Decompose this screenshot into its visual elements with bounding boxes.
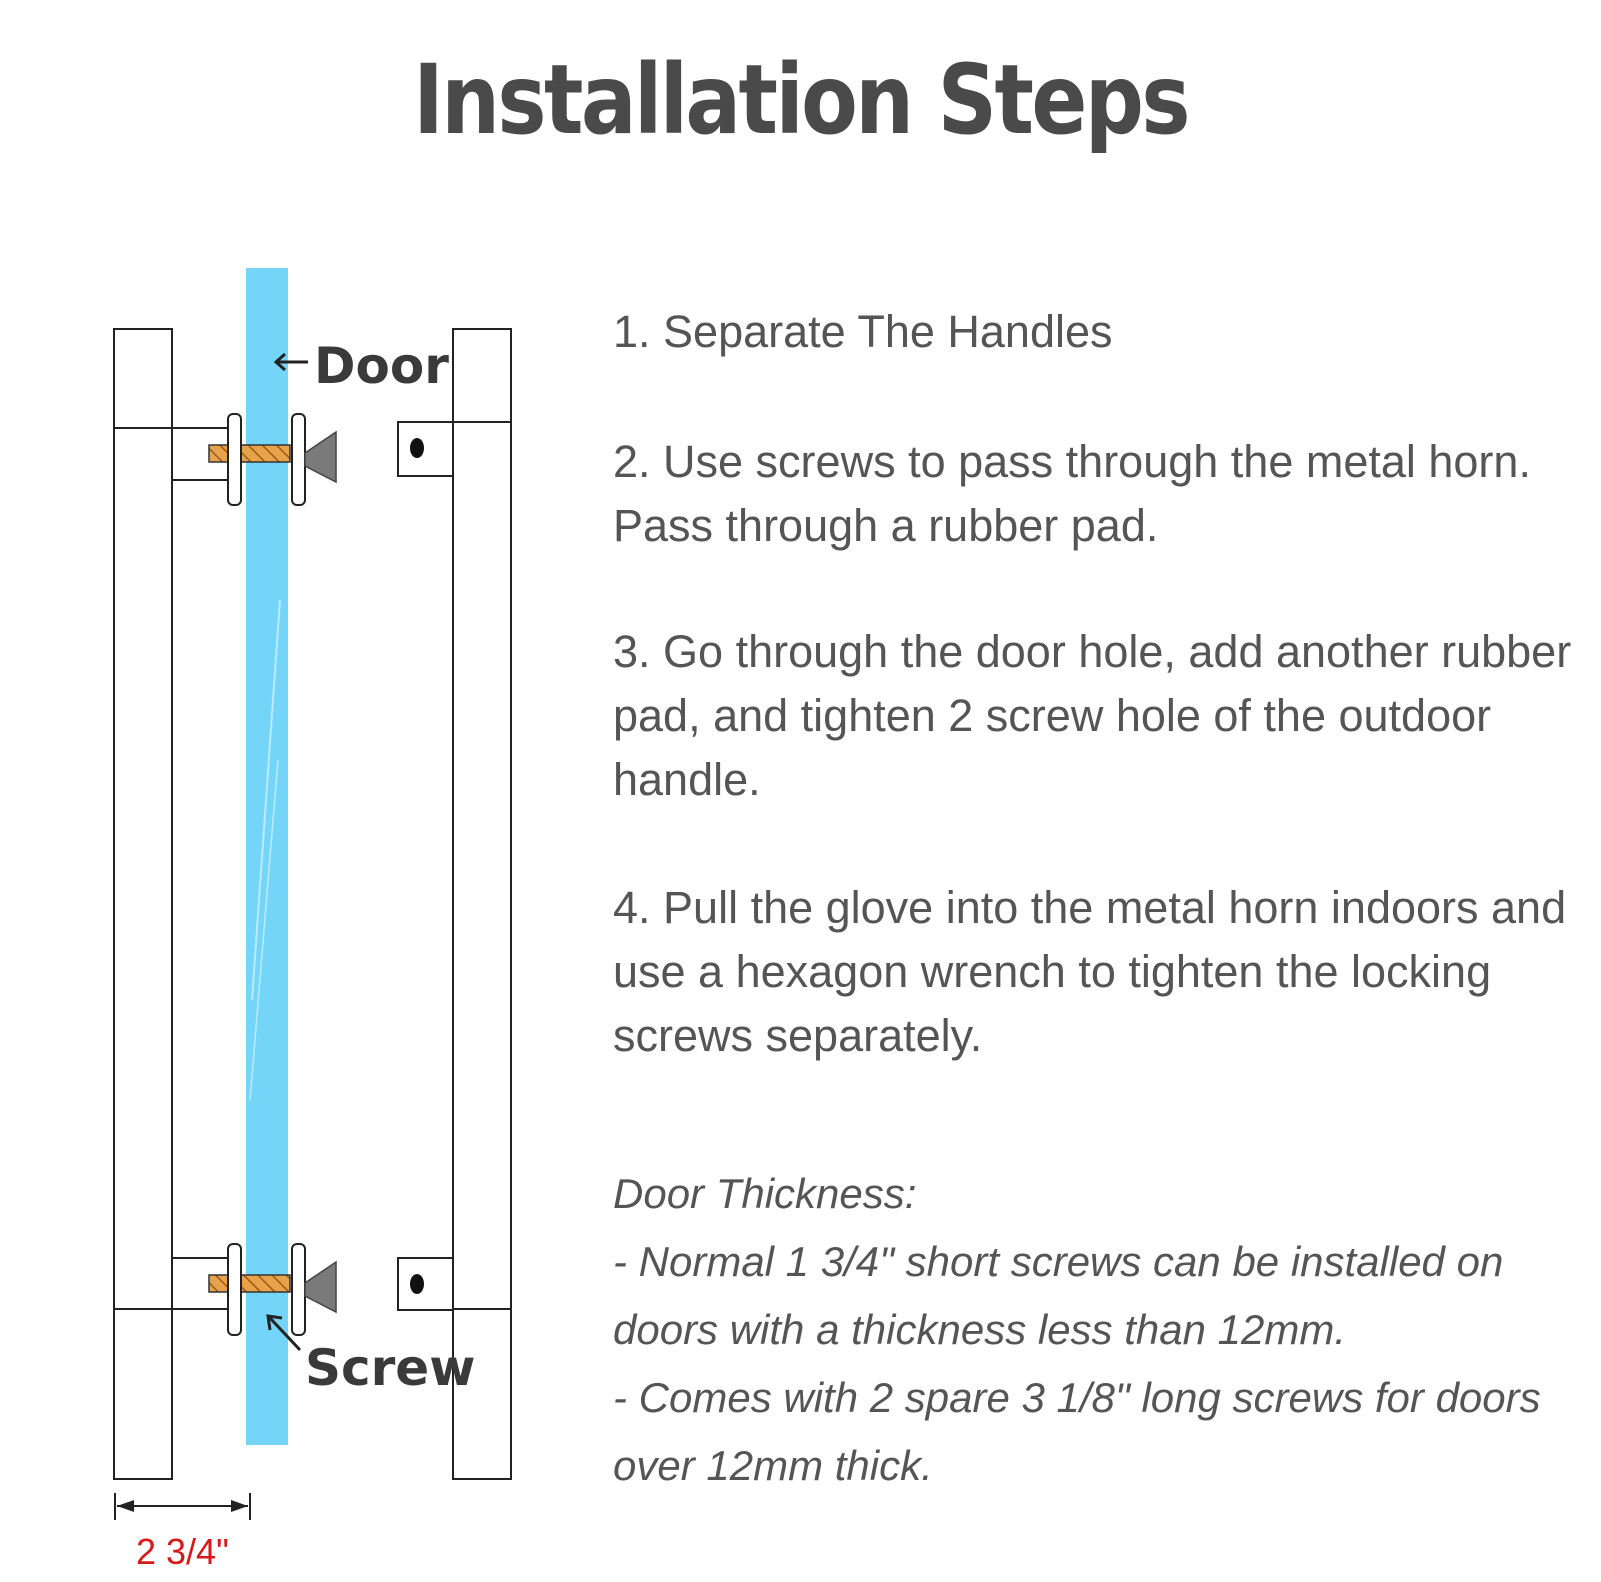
outdoor-handle — [453, 329, 511, 1479]
door-label: Door — [314, 337, 449, 395]
bottom-mounting-assembly — [172, 1244, 453, 1335]
screw-hole — [410, 1274, 424, 1294]
screw-hole-block — [398, 1258, 453, 1310]
nut — [305, 1262, 336, 1312]
door-thickness-note-2: - Comes with 2 spare 3 1/8" long screws for doors over 12mm thick. — [613, 1374, 1541, 1489]
top-mounting-assembly — [172, 414, 453, 505]
left-arrow-icon — [276, 354, 308, 370]
rubber-pad — [292, 1244, 305, 1335]
indoor-handle — [114, 329, 172, 1479]
dimension-marker — [115, 1493, 250, 1520]
nut — [305, 432, 336, 482]
step-3: 3. Go through the door hole, add another rubber pad, and tighten 2 screw hole of the outdoor handle. — [613, 626, 1572, 805]
door-thickness-note-1: - Normal 1 3/4" short screws can be installed on doors with a thickness less than 12mm. — [613, 1238, 1504, 1353]
screw — [209, 445, 290, 462]
rubber-pad — [228, 414, 241, 505]
screw-label: Screw — [305, 1339, 476, 1397]
page-title: Installation Steps — [413, 44, 1188, 156]
screw-hole — [410, 438, 424, 458]
screw-hole-block — [398, 422, 453, 476]
rubber-pad — [228, 1244, 241, 1335]
door-thickness-heading: Door Thickness: — [613, 1170, 917, 1217]
step-4: 4. Pull the glove into the metal horn indoors and use a hexagon wrench to tighten the locking screws separately. — [613, 882, 1567, 1061]
dimension-label: 2 3/4" — [136, 1531, 229, 1572]
screw — [209, 1275, 290, 1292]
step-1: 1. Separate The Handles — [613, 306, 1113, 357]
rubber-pad — [292, 414, 305, 505]
door-thickness-notes — [613, 1160, 1573, 1500]
step-2: 2. Use screws to pass through the metal horn. Pass through a rubber pad. — [613, 436, 1531, 551]
